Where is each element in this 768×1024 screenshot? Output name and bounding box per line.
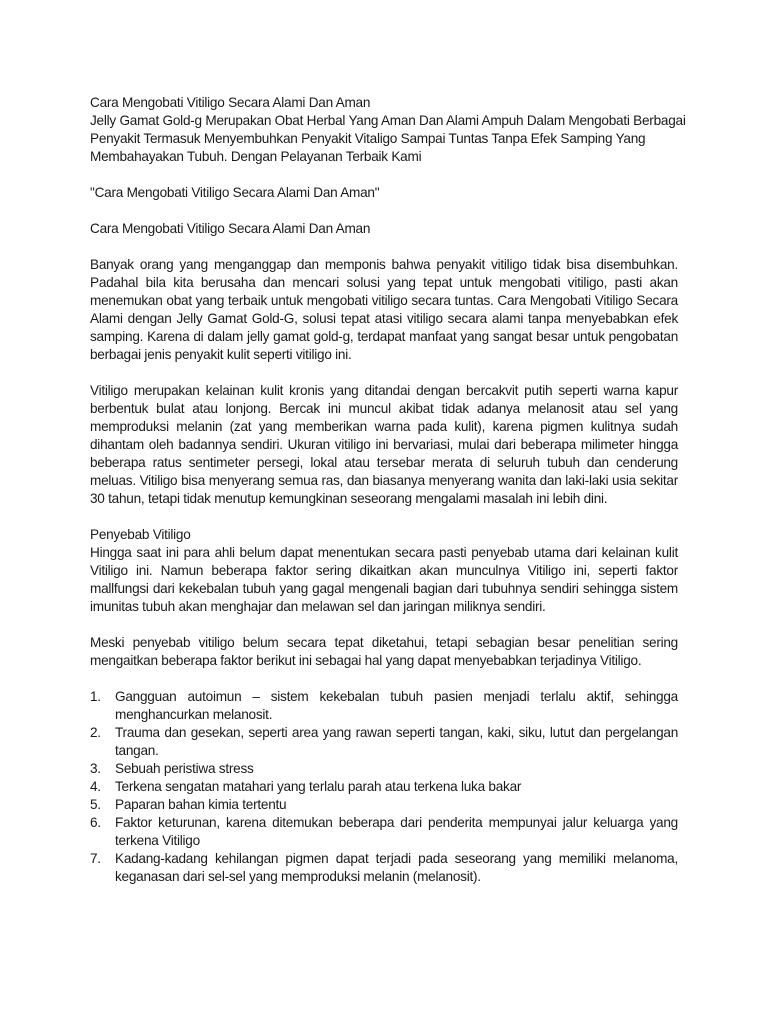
list-item-text: Faktor keturunan, karena ditemukan beberapa dari penderita mempunyai jalur keluarga yang terkena Vitiligo <box>115 815 678 848</box>
list-item <box>90 760 678 778</box>
intro-block <box>90 94 686 166</box>
intro-line: Membahayakan Tubuh. Dengan Pelayanan Terbaik Kami <box>90 149 422 164</box>
list-item <box>90 814 678 850</box>
list-item <box>90 688 678 724</box>
quoted-title: "Cara Mengobati Vitiligo Secara Alami Dan Aman" <box>90 185 380 200</box>
list-item-number: 2. <box>90 725 101 740</box>
list-item-number: 6. <box>90 815 101 830</box>
intro-title: Cara Mengobati Vitiligo Secara Alami Dan Aman <box>90 95 371 110</box>
cause-list <box>90 688 678 886</box>
paragraph-cause: Hingga saat ini para ahli belum dapat menentukan secara pasti penyebab utama dari kelainan kulit Vitiligo ini. Namun beberapa faktor sering dikaitkan akan munculnya Vitiligo ini, seperti faktor mallfungsi dari kekebalan tubuh yang gagal mengenali bagian dari tubuhnya sendiri sehingga sistem imunitas tubuh akan menghajar dan melawan sel dan jaringan miliknya sendiri. <box>90 545 678 614</box>
list-item <box>90 796 678 814</box>
list-item-text: Sebuah peristiwa stress <box>115 761 254 776</box>
paragraph-list-intro: Meski penyebab vitiligo belum secara tepat diketahui, tetapi sebagian besar penelitian sering mengaitkan beberapa faktor berikut ini sebagai hal yang dapat menyebabkan terjadinya Vitiligo. <box>90 635 678 668</box>
list-item-text: Gangguan autoimun – sistem kekebalan tubuh pasien menjadi terlalu aktif, sehingga menghancurkan melanosit. <box>115 689 678 722</box>
list-item-number: 4. <box>90 779 101 794</box>
list-item <box>90 778 678 796</box>
list-item-text: Terkena sengatan matahari yang terlalu parah atau terkena luka bakar <box>115 779 522 794</box>
paragraph-intro: Banyak orang yang menganggap dan memponis bahwa penyakit vitiligo tidak bisa disembuhkan. Padahal bila kita berusaha dan mencari solusi yang tepat untuk mengobati vitiligo, pasti akan menemukan obat yang terbaik untuk mengobati vitiligo secara tuntas. Cara Mengobati Vitiligo Secara Alami dengan Jelly Gamat Gold-G, solusi tepat atasi vitiligo secara alami tanpa menyebabkan efek samping. Karena di dalam jelly gamat gold-g, terdapat manfaat yang sangat besar untuk pengobatan berbagai jenis penyakit kulit seperti vitiligo ini. <box>90 257 678 362</box>
list-item-number: 5. <box>90 797 101 812</box>
list-item-number: 1. <box>90 689 101 704</box>
list-item-text: Paparan bahan kimia tertentu <box>115 797 287 812</box>
list-item-number: 3. <box>90 761 101 776</box>
article-title: Cara Mengobati Vitiligo Secara Alami Dan Aman <box>90 221 371 236</box>
list-item <box>90 850 678 886</box>
list-item-number: 7. <box>90 851 101 866</box>
document-page <box>90 94 686 886</box>
intro-line: Penyakit Termasuk Menyembuhkan Penyakit Vitaligo Sampai Tuntas Tanpa Efek Samping Yang <box>90 131 646 146</box>
paragraph-definition: Vitiligo merupakan kelainan kulit kronis yang ditandai dengan bercakvit putih seperti warna kapur berbentuk bulat atau lonjong. Bercak ini muncul akibat tidak adanya melanosit atau sel yang memproduksi melanin (zat yang memberikan warna pada kulit), karena pigmen kulitnya sudah dihantam oleh badannya sendiri. Ukuran vitiligo ini bervariasi, mulai dari beberapa milimeter hingga beberapa ratus sentimeter persegi, lokal atau tersebar merata di seluruh tubuh dan cenderung meluas. Vitiligo bisa menyerang semua ras, dan biasanya menyerang wanita dan laki-laki usia sekitar 30 tahun, tetapi tidak menutup kemungkinan seseorang mengalami masalah ini lebih dini. <box>90 383 678 506</box>
intro-line: Jelly Gamat Gold-g Merupakan Obat Herbal Yang Aman Dan Alami Ampuh Dalam Mengobati Berbagai <box>90 113 686 128</box>
list-item-text: Kadang-kadang kehilangan pigmen dapat terjadi pada seseorang yang memiliki melanoma, keganasan dari sel-sel yang memproduksi melanin (melanosit). <box>115 851 678 884</box>
list-item <box>90 724 678 760</box>
section-heading-cause: Penyebab Vitiligo <box>90 527 191 542</box>
list-item-text: Trauma dan gesekan, seperti area yang rawan seperti tangan, kaki, siku, lutut dan pergelangan tangan. <box>115 725 678 758</box>
